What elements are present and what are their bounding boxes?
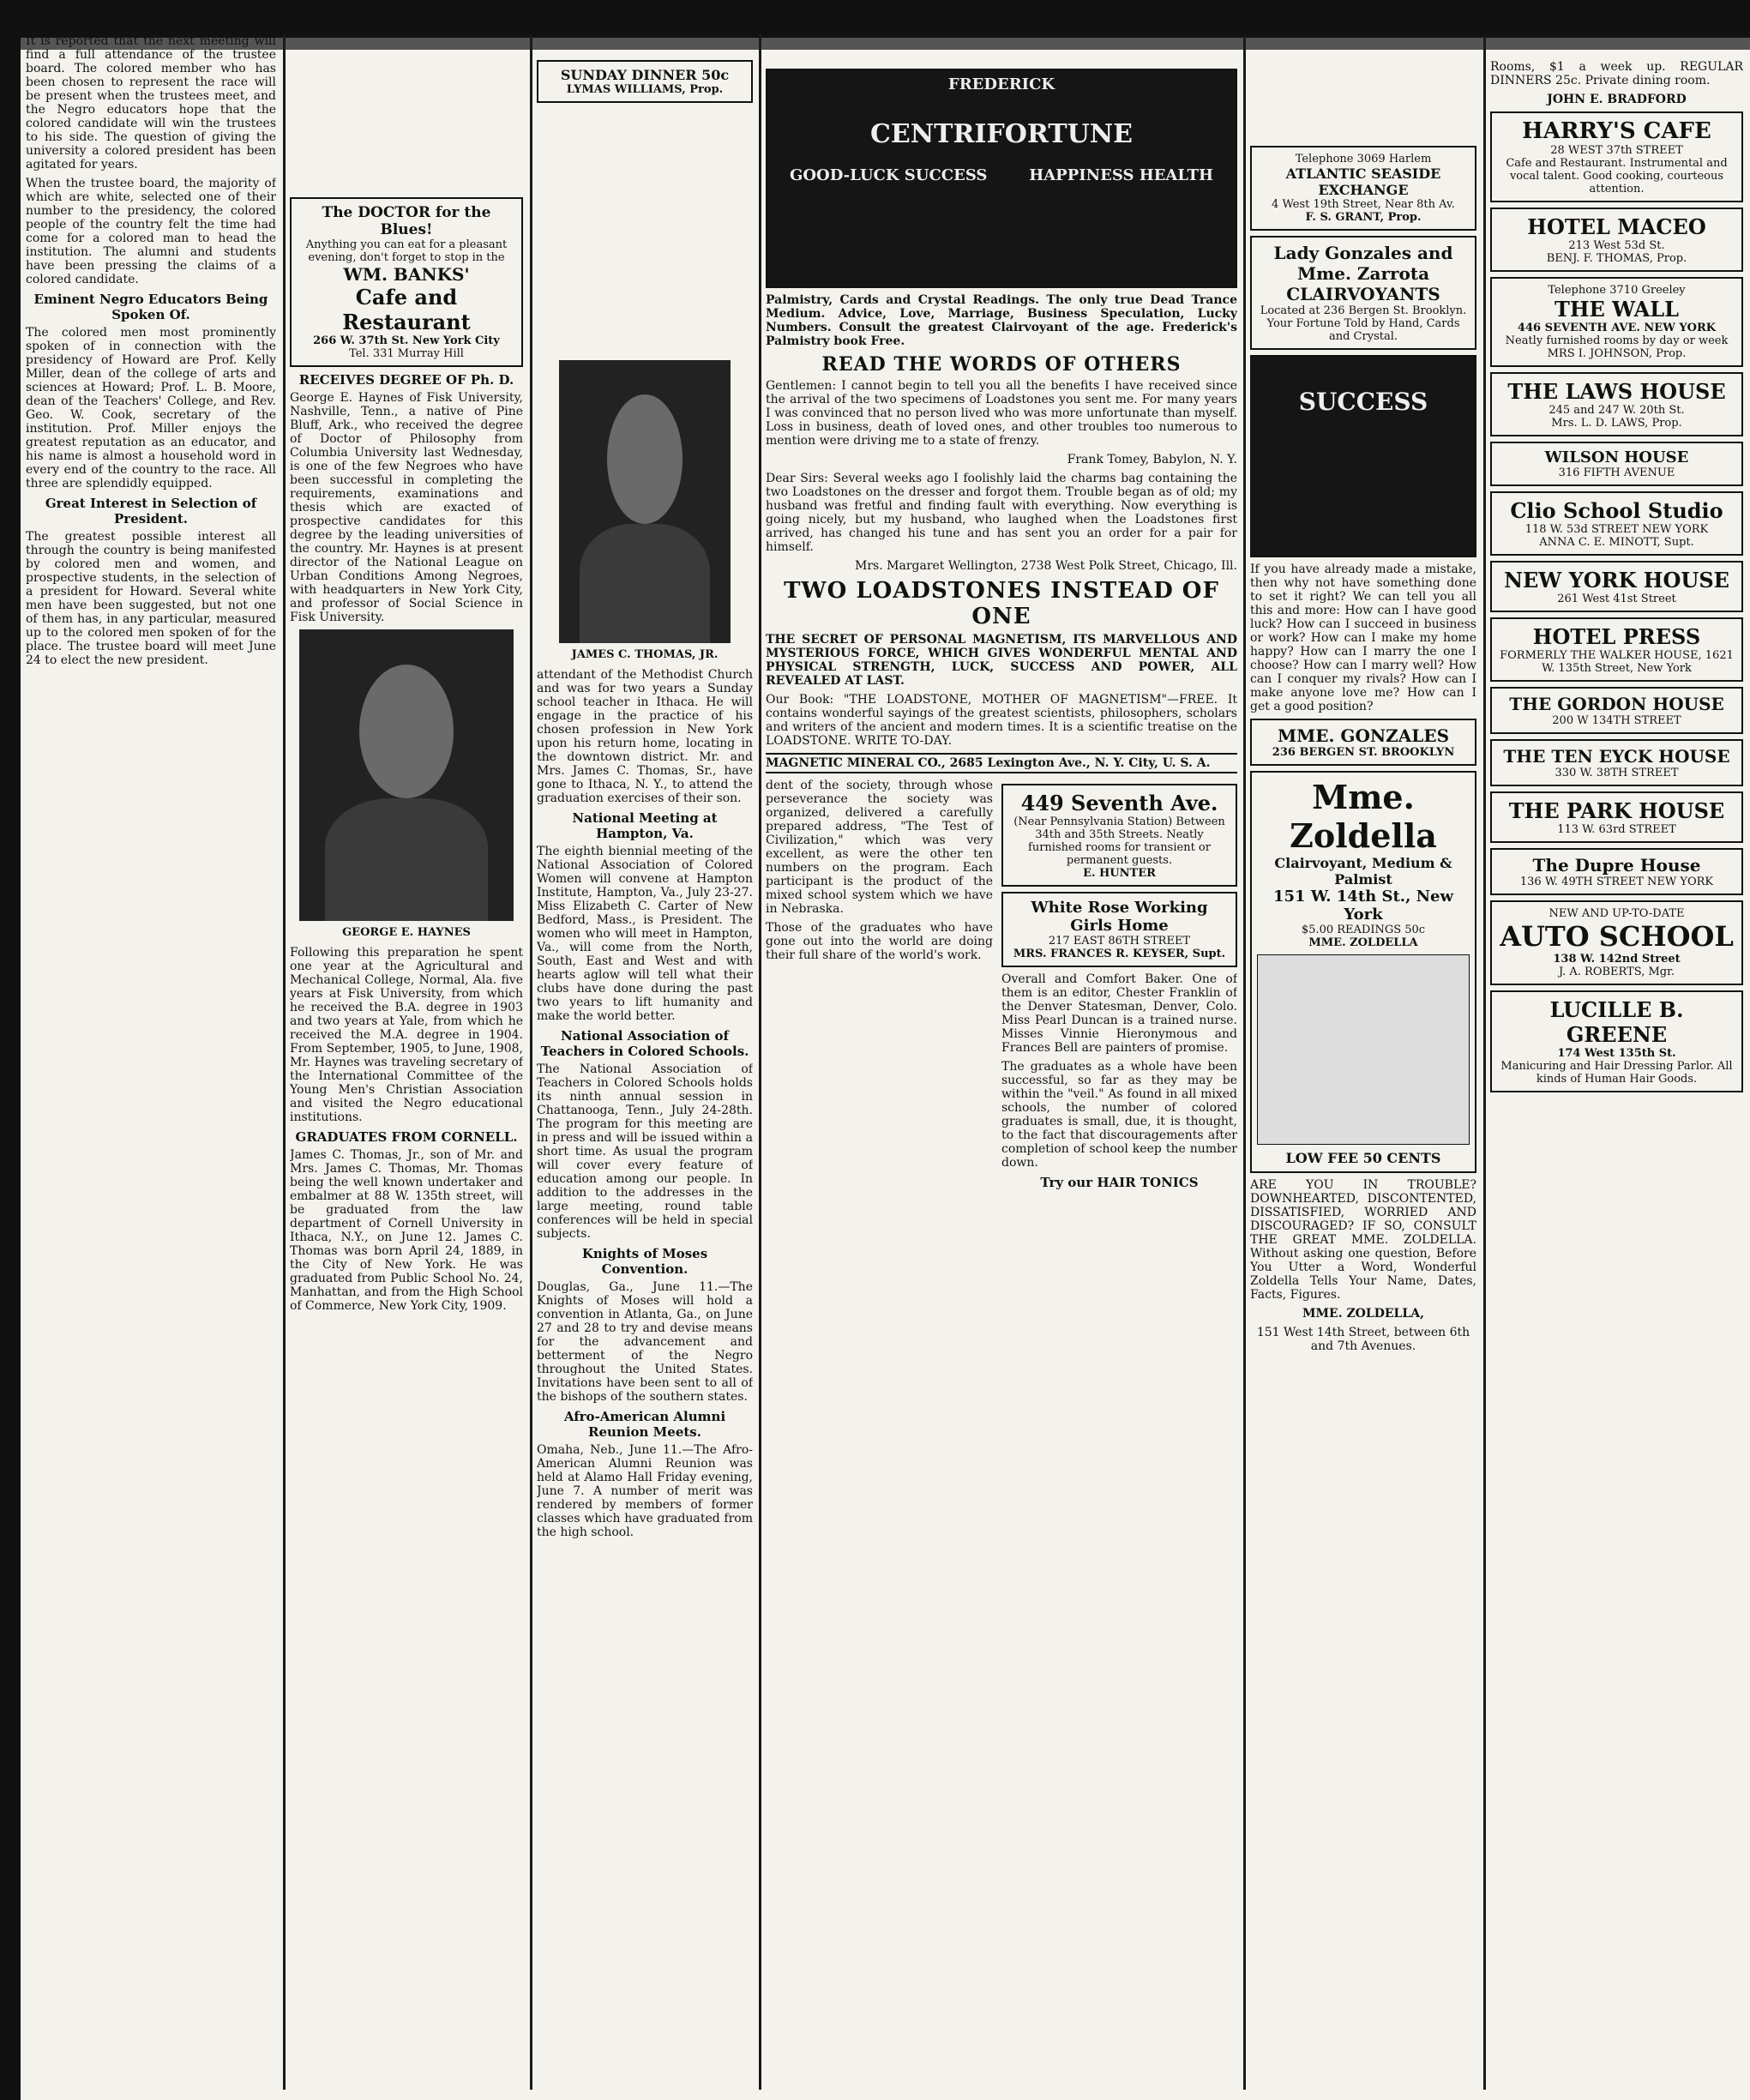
clairvoyants-ad <box>1250 236 1476 350</box>
ad-owner: E. HUNTER <box>1083 867 1156 880</box>
white-rose-home-ad <box>1001 892 1237 967</box>
ad-right-label: HAPPINESS HEALTH <box>1029 166 1213 184</box>
ad-phone: Tel. 331 Murray Hill <box>349 347 464 360</box>
ad-address: 200 W 134TH STREET <box>1552 714 1681 727</box>
article-paragraph: If you have already made a mistake, then why not have something done to set it right? We can tell you all this and more: How can I have good luck? How can I succeed in business or work? How can I make my home happy? How can I marry the one I choose? How can I marry well? How can I conquer my rivals? How can I make anyone love me? How can I get a good position? <box>1250 563 1476 713</box>
column-1 <box>26 34 276 2090</box>
article-paragraph: The graduates as a whole have been successful, so far as they may be within the "veil." As found in all mixed schools, the number of colored graduates is small, due, it is thought, to the fact that discouragements after completion of school keep the number down. <box>1001 1060 1237 1170</box>
ad-title: Mme. Zoldella <box>1290 778 1437 855</box>
column-rule <box>759 34 761 2090</box>
wilson-house-ad <box>1490 442 1743 486</box>
article-paragraph: Our Book: "THE LOADSTONE, MOTHER OF MAGNETISM"—FREE. It contains wonderful sayings of the greatest scientists, philosophers, scholars and writers of the ancient and modern times. It is a scientific treatise on the LOADSTONE. WRITE TO-DAY. <box>766 693 1237 748</box>
ad-owner: J. A. ROBERTS, Mgr. <box>1558 966 1675 978</box>
ad-title: NEW YORK HOUSE <box>1504 568 1729 593</box>
ad-title: The DOCTOR for the Blues! <box>322 204 491 238</box>
photo-caption: GEORGE E. HAYNES <box>342 926 471 939</box>
ad-address: 28 WEST 37th STREET <box>1550 144 1683 157</box>
lucille-greene-ad <box>1490 990 1743 1092</box>
ad-title: HOTEL PRESS <box>1532 624 1701 649</box>
article-paragraph: It is reported that the next meeting will find a full attendance of the trustee board. The colored member who has been chosen to represent the race will be present when the trustees meet, and the Negro educators hope that the colored candidate will win the trustees to his side. The question of giving the university a colored president has been agitated for years. <box>26 34 276 171</box>
article-heading: TWO LOADSTONES INSTEAD OF ONE <box>784 578 1219 629</box>
ad-title: White Rose Working Girls Home <box>1031 899 1208 935</box>
ad-main: Cafe and Restaurant <box>342 285 471 334</box>
gordon-house-ad <box>1490 687 1743 734</box>
ad-owner: F. S. GRANT, Prop. <box>1305 211 1422 224</box>
article-paragraph: When the trustee board, the majority of which are white, selected one of their number to the presidency, the colored people of the country felt the time had come for a colored man to head the institution. The alumni and students have been pressing the claims of a colored candidate. <box>26 177 276 286</box>
ad-name: WM. BANKS' <box>343 264 470 285</box>
ad-address: 113 W. 63rd STREET <box>1557 823 1676 836</box>
ad-address: 151 West 14th Street, between 6th and 7th Avenues. <box>1256 1326 1470 1353</box>
ad-address: 236 BERGEN ST. BROOKLYN <box>1272 746 1455 759</box>
ten-eyck-house-ad <box>1490 739 1743 786</box>
ad-title: SUNDAY DINNER 50c <box>560 67 730 83</box>
dupre-house-ad <box>1490 848 1743 895</box>
clio-school-ad <box>1490 491 1743 556</box>
sunday-dinner-ad <box>537 60 753 103</box>
column-6 <box>1250 34 1476 2090</box>
ad-title: THE PARK HOUSE <box>1508 798 1725 823</box>
ad-title: HOTEL MACEO <box>1527 214 1706 239</box>
ad-body: Rooms, $1 a week up. REGULAR DINNERS 25c. Private dining room. <box>1490 60 1743 87</box>
ad-subtitle: Clairvoyant, Medium & Palmist <box>1274 855 1452 888</box>
ad-owner: MRS I. JOHNSON, Prop. <box>1547 347 1687 360</box>
article-paragraph: The greatest possible interest all through the country is being manifested by colored men and women, and prospective students, in the selection of a president for Howard. Several white men have been suggested, but not one of them has, in any particular, measured up to the colored men spoken of for the place. The trustee board will meet June 24 to elect the new president. <box>26 530 276 667</box>
ad-address: 136 W. 49TH STREET NEW YORK <box>1519 876 1714 888</box>
ad-address: 213 West 53d St. <box>1568 239 1665 252</box>
ad-body: Cafe and Restaurant. Instrumental and vocal talent. Good cooking, courteous attention. <box>1506 157 1728 196</box>
ad-title: Clio School Studio <box>1510 498 1723 523</box>
article-heading: Afro-American Alumni Reunion Meets. <box>563 1409 726 1440</box>
harrys-cafe-ad <box>1490 111 1743 202</box>
ad-title: THE LAWS HOUSE <box>1507 379 1726 404</box>
ad-body: Located at 236 Bergen St. Brooklyn. Your Fortune Told by Hand, Cards and Crystal. <box>1260 304 1467 343</box>
article-heading: Eminent Negro Educators Being Spoken Of. <box>33 292 268 322</box>
ad-head: NEW AND UP-TO-DATE <box>1549 907 1685 920</box>
ad-owner: JOHN E. BRADFORD <box>1547 93 1687 106</box>
seventh-ave-ad <box>1001 784 1237 887</box>
ad-body: Manicuring and Hair Dressing Parlor. All kinds of Human Hair Goods. <box>1500 1060 1733 1086</box>
ad-body: Neatly furnished rooms by day or week <box>1505 334 1729 347</box>
photo-caption: JAMES C. THOMAS, JR. <box>571 648 719 661</box>
article-paragraph: George E. Haynes of Fisk University, Nashville, Tenn., a native of Pine Bluff, Ark., who received the degree of Doctor of Philosophy from Columbia University last Wednesday, is one of the few Negroes who have been successful in completing the requirements, examinations and thesis which are exacted of prospective candidates for this degree by the leading universities of the country. Mr. Haynes is at present director of the National League on Urban Conditions Among Negroes, with headquarters in New York City, and professor of Social Science in Fisk University. <box>290 391 523 624</box>
ad-address: 118 W. 53d STREET NEW YORK <box>1524 523 1709 536</box>
new-york-house-ad <box>1490 561 1743 612</box>
testimonial-signature: Mrs. Margaret Wellington, 2738 West Polk Street, Chicago, Ill. <box>855 559 1237 573</box>
hotel-maceo-ad <box>1490 208 1743 272</box>
ad-title: Lady Gonzales and Mme. Zarrota CLAIRVOYANTS <box>1273 243 1453 304</box>
ad-address: 174 West 135th St. <box>1557 1047 1676 1060</box>
testimonial-signature: Frank Tomey, Babylon, N. Y. <box>1067 453 1237 466</box>
column-rule <box>1243 34 1246 2090</box>
article-heading: National Association of Teachers in Colored Schools. <box>540 1028 749 1059</box>
column-3 <box>537 34 753 2090</box>
banks-cafe-ad <box>290 197 523 367</box>
article-heading: READ THE WORDS OF OTHERS <box>821 353 1182 376</box>
ad-body: (Near Pennsylvania Station) Between 34th and 35th Streets. Neatly furnished rooms for transient or permanent guests. <box>1013 815 1225 867</box>
column-rule <box>1483 34 1486 2090</box>
gonzales-ad <box>1250 719 1476 766</box>
zoldella-ad <box>1250 771 1476 1173</box>
article-paragraph: James C. Thomas, Jr., son of Mr. and Mrs. James C. Thomas, Mr. Thomas being the well known undertaker and embalmer at 88 W. 135th street, will be graduated from the law department of Cornell University in Ithaca, N.Y., on June 12. James C. Thomas was born April 24, 1889, in the City of New York. He was graduated from Public School No. 24, Manhattan, and from the High School of Commerce, New York City, 1909. <box>290 1148 523 1313</box>
ad-title: The Dupre House <box>1532 855 1701 876</box>
article-heading: National Meeting at Hampton, Va. <box>572 810 718 841</box>
article-paragraph: Following this preparation he spent one year at the Agricultural and Mechanical College, Normal, Ala. five years at Fisk University, from which he received the B.A. degree in 1903 and two years at Yale, from which he received the M.A. degree in 1904. From September, 1905, to June, 1908, Mr. Haynes was traveling secretary of the International Committee of the Young Men's Christian Association and visited the Negro educational institutions. <box>290 946 523 1124</box>
ad-address: 151 W. 14th St., New York <box>1272 888 1453 924</box>
park-house-ad <box>1490 791 1743 843</box>
article-heading: GRADUATES FROM CORNELL. <box>295 1129 518 1145</box>
ad-address: 330 W. 38TH STREET <box>1555 767 1679 779</box>
article-paragraph: Those of the graduates who have gone out into the world are doing their full share of the world's work. <box>766 921 993 962</box>
ad-caption: MME. ZOLDELLA <box>1308 936 1418 949</box>
column-7 <box>1490 34 1743 2090</box>
portrait-photo <box>299 629 514 921</box>
ad-center-title: CENTRIFORTUNE <box>869 119 1134 149</box>
article-paragraph: dent of the society, through whose perseverance the society was organized, delivered a carefully prepared address, "The Test of Civilization," which was very excellent, as were the other ten numbers on the program. Each participant is the product of the mixed school system which we have in Nebraska. <box>766 779 993 916</box>
ad-address: 217 EAST 86TH STREET <box>1048 935 1191 948</box>
ad-owner: MRS. FRANCES R. KEYSER, Supt. <box>1013 948 1226 960</box>
article-paragraph: Overall and Comfort Baker. One of them is an editor, Chester Franklin of the Denver Statesman, Denver, Colo. Miss Pearl Duncan is a trained nurse. Misses Vinnie Hieronymous and Frances Bell are painters of promise. <box>1001 972 1237 1055</box>
article-subheading: THE SECRET OF PERSONAL MAGNETISM, ITS MARVELLOUS AND MYSTERIOUS FORCE, WHICH GIVES WONDERFUL MENTAL AND PHYSICAL STRENGTH, LUCK, SUCCESS AND POWER, ALL REVEALED AT LAST. <box>766 633 1237 688</box>
ad-address: 261 West 41st Street <box>1557 593 1676 605</box>
article-paragraph: The National Association of Teachers in Colored Schools holds its ninth annual session in Chattanooga, Tenn., July 24-28th. The program for this meeting are in press and will be issued within a short time. As usual the program will cover every feature of education among our people. In addition to the addresses in the large meeting, round table conferences will be held in special subjects. <box>537 1062 753 1241</box>
ad-name: MME. ZOLDELLA, <box>1302 1307 1424 1321</box>
ad-address: 4 West 19th Street, Near 8th Av. <box>1272 198 1455 211</box>
ad-left-label: GOOD-LUCK SUCCESS <box>790 166 988 184</box>
article-paragraph: attendant of the Methodist Church and was for two years a Sunday school teacher in Ithaca. He will engage in the practice of his chosen profession in New York upon his return home, locating in the downtown district. Mr. and Mrs. James C. Thomas, Sr., have gone to Ithaca, N. Y., to attend the graduation exercises of their son. <box>537 668 753 805</box>
ad-address: 245 and 247 W. 20th St. <box>1549 404 1685 417</box>
palmist-illustration <box>1257 954 1470 1145</box>
seaside-exchange-ad <box>1250 146 1476 231</box>
ad-title: THE TEN EYCK HOUSE <box>1503 746 1730 767</box>
auto-school-ad <box>1490 900 1743 985</box>
ad-title: LUCILLE B. GREENE <box>1549 997 1684 1047</box>
ad-address: 446 SEVENTH AVE. NEW YORK <box>1517 322 1717 334</box>
ad-fee: LOW FEE 50 CENTS <box>1285 1150 1441 1166</box>
ad-phone: Telephone 3069 Harlem <box>1295 153 1432 165</box>
the-wall-ad <box>1490 277 1743 367</box>
column-4 <box>766 34 1237 2090</box>
ad-title: HARRY'S CAFE <box>1522 118 1711 144</box>
ad-owner: BENJ. F. THOMAS, Prop. <box>1546 252 1687 265</box>
laws-house-ad <box>1490 372 1743 436</box>
testimonial-paragraph: Dear Sirs: Several weeks ago I foolishly laid the charms bag containing the two Loadstones on the dresser and forgot them. Trouble began as of old; my husband was fretful and finding fault with everything. Now everything is going nicely, but my husband, who laughed when the Loadstones first arrived, has changed his tune and has sent you an order for a pair for himself. <box>766 472 1237 554</box>
ad-price: $5.00 READINGS 50c <box>1301 924 1426 936</box>
success-ad <box>1250 355 1476 557</box>
ad-title: THE GORDON HOUSE <box>1509 694 1724 714</box>
ad-title: ATLANTIC SEASIDE EXCHANGE <box>1285 165 1441 198</box>
ad-address: 266 W. 37th St. New York City <box>313 334 500 347</box>
page-left-scan-edge <box>0 0 21 2100</box>
ad-subtitle: Anything you can eat for a pleasant evening, don't forget to stop in the <box>305 238 508 264</box>
ad-phone: Telephone 3710 Greeley <box>1548 284 1686 297</box>
ad-body: Palmistry, Cards and Crystal Readings. The only true Dead Trance Medium. Advice, Love, Marriage, Business Speculation, Lucky Numbers. Consult the greatest Clairvoyant of the age. Frederick's Palmistry book Free. <box>766 293 1237 348</box>
ad-title: MME. GONZALES <box>1277 725 1450 746</box>
portrait-photo <box>559 360 731 643</box>
ad-footer: MAGNETIC MINERAL CO., 2685 Lexington Ave., N. Y. City, U. S. A. <box>766 753 1237 773</box>
frederick-palmist-ad <box>766 69 1237 288</box>
article-paragraph: Omaha, Neb., June 11.—The Afro-American Alumni Reunion was held at Alamo Hall Friday evening, June 7. A number of merit was rendered by members of former classes which have graduated from the high school. <box>537 1443 753 1539</box>
ad-title: 449 Seventh Ave. <box>1020 791 1218 815</box>
hotel-press-ad <box>1490 617 1743 682</box>
ad-title: THE WALL <box>1555 297 1679 322</box>
article-paragraph: The eighth biennial meeting of the National Association of Colored Women will convene at Hampton Institute, Hampton, Va., July 23-27. Miss Elizabeth C. Carter of New Bedford, Mass., is President. The women who will meet in Hampton, Va., will come from the North, South, East and West and with hearts aglow will tell what their clubs have done during the past two years to lift humanity and make the world better. <box>537 845 753 1023</box>
article-heading: Knights of Moses Convention. <box>581 1246 708 1277</box>
article-heading: RECEIVES DEGREE OF Ph. D. <box>298 372 514 388</box>
column-2 <box>290 34 523 2090</box>
ad-title: AUTO SCHOOL <box>1500 920 1734 953</box>
ad-title: SUCCESS <box>1298 388 1428 416</box>
ad-owner: LYMAS WILLIAMS, Prop. <box>566 83 724 96</box>
article-heading: Great Interest in Selection of President. <box>45 496 257 527</box>
ad-title: WILSON HOUSE <box>1544 448 1689 466</box>
ad-address: 316 FIFTH AVENUE <box>1558 466 1675 479</box>
column-rule <box>530 34 532 2090</box>
article-paragraph: The colored men most prominently spoken of in connection with the presidency of Howard are Prof. Kelly Miller, dean of the college of arts and sciences at Howard; Prof. L. B. Moore, dean of the Teachers' College, and Rev. Geo. W. Cook, secretary of the institution. Prof. Miller enjoys the greatest reputation as an educator, and his name is almost a household word in every end of the country to the race. All three are splendidly equipped. <box>26 326 276 490</box>
ad-owner: Mrs. L. D. LAWS, Prop. <box>1551 417 1682 430</box>
testimonial-paragraph: Gentlemen: I cannot begin to tell you all the benefits I have received since the arrival of the two specimens of Loadstones you sent me. For many years I was convinced that no person lived who was more unfortunate than myself. Loss in business, death of loved ones, and other troubles too numerous to mention were driving me to a state of frenzy. <box>766 379 1237 448</box>
article-paragraph: Douglas, Ga., June 11.—The Knights of Moses will hold a convention in Atlanta, Ga., on June 27 and 28 to try and devise means for the advancement and betterment of the Negro throughout the United States. Invitations have been sent to all of the bishops of the southern states. <box>537 1280 753 1404</box>
article-paragraph: ARE YOU IN TROUBLE? DOWNHEARTED, DISCONTENTED, DISSATISFIED, WORRIED AND DISCOURAGED? IF SO, CONSULT THE GREAT MME. ZOLDELLA. Without asking one question, Before You Utter a Word, Wonderful Zoldella Tells Your Name, Dates, Facts, Figures. <box>1250 1178 1476 1302</box>
column-rule <box>283 34 286 2090</box>
ad-top: FREDERICK <box>947 75 1055 93</box>
ad-subtitle: FORMERLY THE WALKER HOUSE, 1621 W. 135th Street, New York <box>1500 649 1734 675</box>
ad-address: 138 W. 142nd Street <box>1553 953 1681 966</box>
hair-tonic-ad: Try our HAIR TONICS <box>1040 1175 1199 1190</box>
ad-owner: ANNA C. E. MINOTT, Supt. <box>1539 536 1694 549</box>
